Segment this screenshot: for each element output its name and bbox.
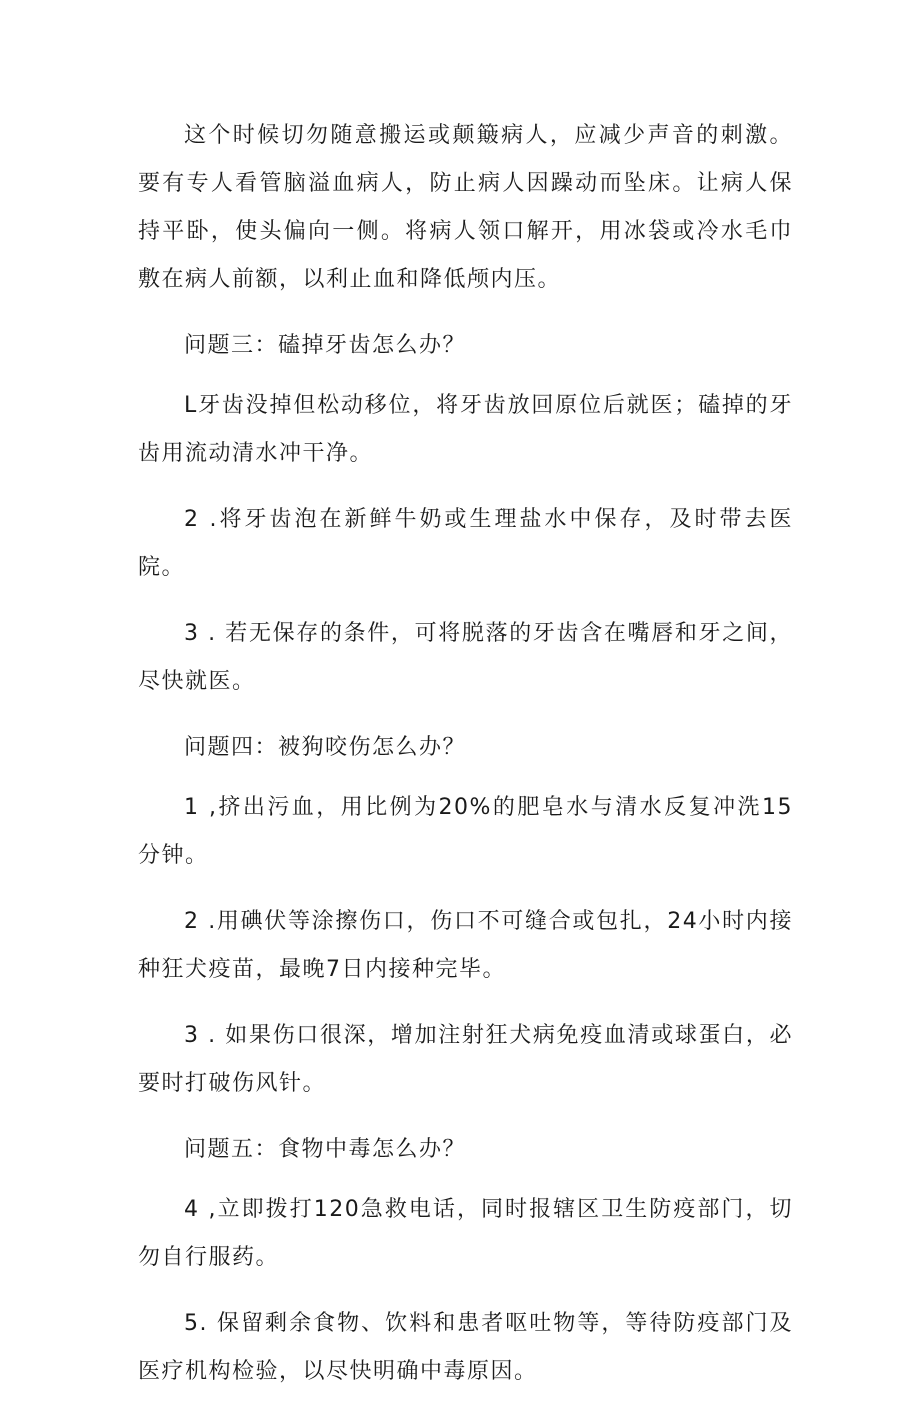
paragraph-food-poisoning-step-4: 4 ,立即拨打120急救电话，同时报辖区卫生防疫部门，切勿自行服药。 bbox=[138, 1197, 793, 1270]
document-body bbox=[138, 112, 793, 1414]
heading-question-three: 问题三：磕掉牙齿怎么办？ bbox=[184, 333, 467, 358]
paragraph-dog-bite-step-3: 3 . 如果伤口很深，增加注射狂犬病免疫血清或球蛋白，必要时打破伤风针。 bbox=[138, 1023, 793, 1096]
paragraph-tooth-step-1: L牙齿没掉但松动移位，将牙齿放回原位后就医；磕掉的牙齿用流动清水冲干净。 bbox=[138, 393, 793, 466]
paragraph-stroke-care: 这个时候切勿随意搬运或颠簸病人，应减少声音的刺激。要有专人看管脑溢血病人，防止病人因躁动而坠床。让病人保持平卧，使头偏向一侧。将病人领口解开，用冰袋或冷水毛巾敷在病人前额，以利止血和降低颅内压。 bbox=[138, 123, 793, 292]
paragraph-food-poisoning-step-5: 5. 保留剩余食物、饮料和患者呕吐物等，等待防疫部门及医疗机构检验，以尽快明确中毒原因。 bbox=[138, 1311, 793, 1384]
paragraph-tooth-step-3: 3 . 若无保存的条件，可将脱落的牙齿含在嘴唇和牙之间，尽快就医。 bbox=[138, 621, 793, 694]
heading-question-five: 问题五：食物中毒怎么办？ bbox=[184, 1137, 467, 1162]
heading-question-four: 问题四：被狗咬伤怎么办？ bbox=[184, 735, 467, 760]
paragraph-tooth-step-2: 2 .将牙齿泡在新鲜牛奶或生理盐水中保存，及时带去医院。 bbox=[138, 507, 793, 580]
paragraph-dog-bite-step-1: 1 ,挤出污血，用比例为20%的肥皂水与清水反复冲洗15分钟。 bbox=[138, 795, 793, 868]
paragraph-dog-bite-step-2: 2 .用碘伏等涂擦伤口，伤口不可缝合或包扎，24小时内接种狂犬疫苗，最晚7日内接种完毕。 bbox=[138, 909, 793, 982]
